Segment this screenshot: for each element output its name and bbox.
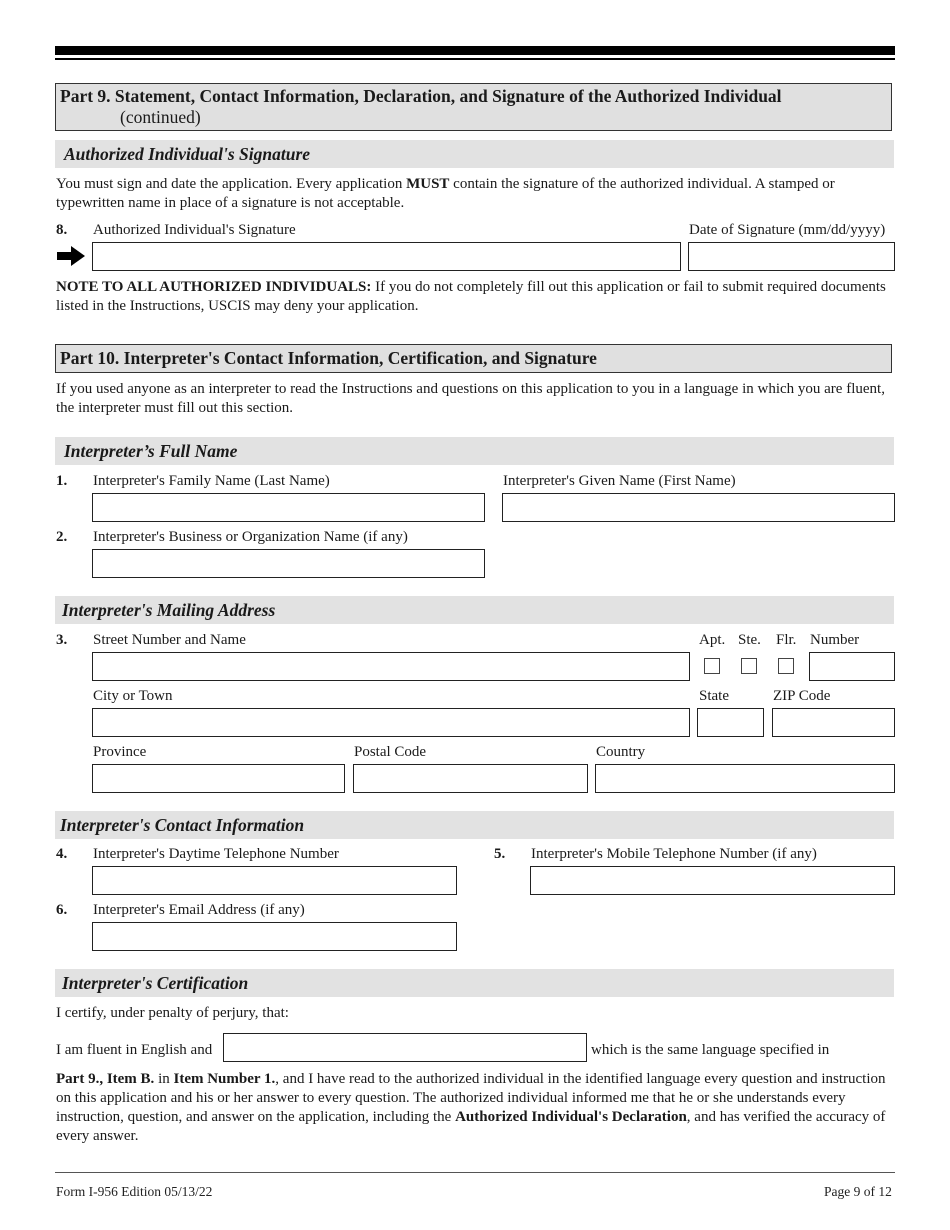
family-name-field[interactable] (92, 493, 485, 522)
country-field[interactable] (595, 764, 895, 793)
item1-number: 1. (56, 473, 68, 489)
family-name-label: Interpreter's Family Name (Last Name) (93, 473, 330, 489)
business-name-label: Interpreter's Business or Organization Name (if any) (93, 529, 408, 545)
province-label: Province (93, 744, 147, 760)
cert-text-2: , and I have read to the authorized individual in the identified language every question and instruction on this application and his or her answer to every question. The authorized individual informed me that he or she understands every instruction, question, and answer on the application, including the (56, 1071, 886, 1125)
top-rule-thick (55, 46, 895, 55)
part9-title: Part 9. Statement, Contact Information, Declaration, and Signature of the Authorized Individual (60, 86, 782, 106)
mailing-section-title: Interpreter's Mailing Address (62, 600, 276, 620)
note-bold: NOTE TO ALL AUTHORIZED INDIVIDUALS: (56, 279, 372, 295)
apt-label: Apt. (699, 632, 726, 648)
contact-section-title: Interpreter's Contact Information (60, 815, 305, 835)
note-text: If you do not completely fill out this application or fail to submit required documents listed in the Instructions, USCIS may deny your application. (56, 279, 886, 314)
zip-label: ZIP Code (773, 688, 831, 704)
mailing-section-bar (55, 596, 894, 624)
postal-code-label: Postal Code (354, 744, 427, 760)
mobile-phone-field[interactable] (530, 866, 895, 895)
top-rule-thin (55, 58, 895, 60)
language-field[interactable] (223, 1033, 587, 1062)
state-field[interactable] (697, 708, 764, 737)
country-label: Country (596, 744, 646, 760)
signature-section-bar (55, 140, 894, 168)
footer-rule (55, 1172, 895, 1173)
form-edition: Form I-956 Edition 05/13/22 (56, 1184, 213, 1199)
item8-number: 8. (56, 222, 68, 238)
intro-text-a: You must sign and date the application. Every application (56, 176, 407, 192)
daytime-phone-field[interactable] (92, 866, 457, 895)
signature-field[interactable] (92, 242, 681, 271)
intro-must: MUST (406, 176, 450, 192)
date-of-signature-field[interactable] (688, 242, 895, 271)
signature-section-title: Authorized Individual's Signature (64, 144, 311, 164)
certify-statement: I certify, under penalty of perjury, that: (56, 1005, 289, 1021)
date-of-signature-label: Date of Signature (mm/dd/yyyy) (689, 222, 886, 238)
note-authorized (56, 278, 896, 316)
ste-label: Ste. (738, 632, 761, 648)
fluent-prefix: I am fluent in English and (56, 1042, 213, 1058)
item3-number: 3. (56, 632, 68, 648)
item5-number: 5. (494, 846, 506, 862)
signature-label: Authorized Individual's Signature (93, 222, 296, 238)
cert-text-1: in (154, 1071, 174, 1087)
city-label: City or Town (93, 688, 173, 704)
full-name-section-bar (55, 437, 894, 465)
zip-field[interactable] (772, 708, 895, 737)
ste-checkbox[interactable] (741, 658, 757, 674)
cert-ref-part9: Part 9., Item B. (56, 1071, 155, 1087)
part9-header (55, 83, 892, 131)
email-field[interactable] (92, 922, 457, 951)
city-field[interactable] (92, 708, 690, 737)
mobile-phone-label: Interpreter's Mobile Telephone Number (if any) (531, 846, 817, 862)
flr-checkbox[interactable] (778, 658, 794, 674)
cert-ref-declaration: Authorized Individual's Declaration (455, 1109, 687, 1125)
fluent-suffix: which is the same language specified in (591, 1042, 830, 1058)
postal-code-field[interactable] (353, 764, 588, 793)
email-label: Interpreter's Email Address (if any) (93, 902, 305, 918)
apt-checkbox[interactable] (704, 658, 720, 674)
flr-label: Flr. (776, 632, 797, 648)
part10-intro: If you used anyone as an interpreter to read the Instructions and questions on this application to you in a language in which you are fluent, the interpreter must fill out this section. (56, 381, 885, 416)
item4-number: 4. (56, 846, 68, 862)
street-label: Street Number and Name (93, 632, 246, 648)
certification-section-title: Interpreter's Certification (62, 973, 249, 993)
unit-number-field[interactable] (809, 652, 895, 681)
number-label: Number (810, 632, 860, 648)
item2-number: 2. (56, 529, 68, 545)
signature-intro (56, 175, 896, 213)
business-name-field[interactable] (92, 549, 485, 578)
arrow-right-icon (57, 246, 85, 271)
certification-section-bar (55, 969, 894, 997)
item6-number: 6. (56, 902, 68, 918)
page-number: Page 9 of 12 (824, 1184, 892, 1199)
given-name-field[interactable] (502, 493, 895, 522)
street-field[interactable] (92, 652, 690, 681)
full-name-section-title: Interpreter’s Full Name (64, 441, 238, 461)
certification-text (56, 1070, 896, 1146)
given-name-label: Interpreter's Given Name (First Name) (503, 473, 736, 489)
part10-title: Part 10. Interpreter's Contact Information, Certification, and Signature (60, 348, 597, 368)
cert-ref-item1: Item Number 1. (173, 1071, 276, 1087)
cert-text-3: , and has verified the accuracy of every answer. (56, 1109, 886, 1144)
daytime-phone-label: Interpreter's Daytime Telephone Number (93, 846, 339, 862)
part10-header (55, 344, 892, 373)
part9-continued: (continued) (120, 107, 201, 127)
contact-section-bar (55, 811, 894, 839)
state-label: State (699, 688, 729, 704)
province-field[interactable] (92, 764, 345, 793)
intro-text-b: contain the signature of the authorized individual. A stamped or typewritten name in place of a signature is not acceptable. (56, 176, 835, 211)
